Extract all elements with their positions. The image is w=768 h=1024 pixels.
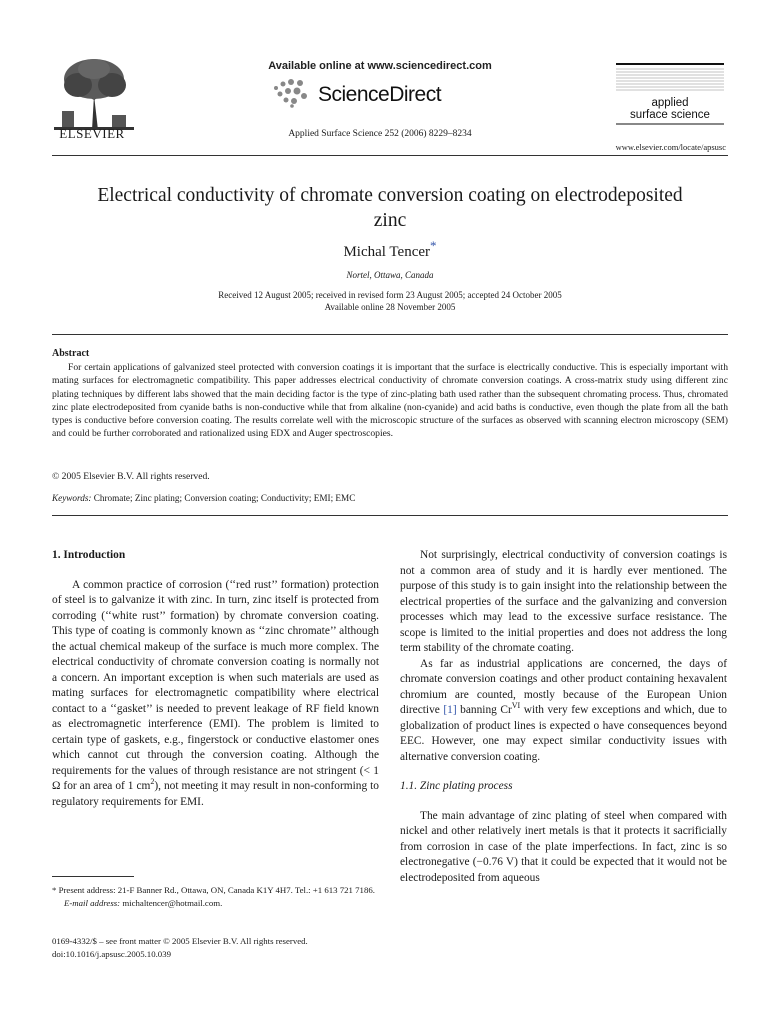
section-heading-introduction: 1. Introduction	[52, 549, 126, 561]
article-title: Electrical conductivity of chromate conversion coating on electrodeposited zinc	[97, 185, 683, 231]
article-dates	[90, 289, 690, 313]
author-footnote-mark[interactable]: *	[430, 238, 437, 253]
issn-line: 0169-4332/$ – see front matter © 2005 Elsevier B.V. All rights reserved.	[52, 936, 308, 946]
reference-link-1[interactable]: [1]	[443, 704, 457, 716]
journal-url-link[interactable]: www.elsevier.com/locate/apsusc	[615, 142, 726, 152]
author-line	[90, 238, 690, 261]
abstract-top-divider	[52, 334, 728, 335]
keywords-line	[52, 493, 355, 503]
footnote-email-label: E-mail address:	[64, 898, 121, 908]
abstract-heading: Abstract	[52, 348, 90, 359]
keywords-list: Chromate; Zinc plating; Conversion coating; Conductivity; EMI; EMC	[93, 493, 356, 503]
front-matter-info	[52, 935, 379, 961]
journal-logo-line2: surface science	[630, 109, 710, 121]
body-left-column	[52, 548, 379, 810]
publisher-name: ELSEVIER	[59, 126, 125, 141]
journal-logo-line1: applied	[651, 97, 689, 109]
keywords-divider	[52, 515, 728, 516]
footnote-present-address: * Present address: 21-F Banner Rd., Ottawa, ON, Canada K1Y 4H7. Tel.: +1 613 721 7186.	[52, 885, 375, 895]
intro-paragraph-2: Not surprisingly, electrical conductivity of conversion coatings is not a common area of study and it is hardly ever mentioned. The purpose of this study is to gain insight into the relationship between the electrical properties of the surface and the galvanizing and conversion processes which may lead to the excessive surface resistance. The scope is limited to the initial properties and does not address the long term stability of the chromate coating.	[400, 549, 727, 654]
keywords-label: Keywords:	[52, 493, 92, 503]
journal-citation: Applied Surface Science 252 (2006) 8229–8234	[288, 129, 472, 139]
footnote-divider	[52, 876, 134, 877]
doi-link[interactable]: doi:10.1016/j.apsusc.2005.10.039	[52, 949, 171, 959]
zinc-plating-paragraph-1: The main advantage of zinc plating of steel when compared with nickel and other relatively inert metals is that it protects it sacrificially from corrosion in case of the plate imperfections. In fact, zinc is so electronegative (−0.76 V) that it could be expected that it would not be electrodeposited from aqueous	[400, 809, 727, 884]
intro-paragraph-1: A common practice of corrosion (‘‘red rust’’ formation) protection of steel is to galvanize it with zinc. In turn, zinc itself is protected from corroding (‘‘white rust’’ formation) by chromate conversion coating. This type of coating is commonly known as ‘‘zinc chromate’’ although the actual chemical makeup of the surface is much more complex. The electrical conductivity of chromate conversion coating is normally not a concern. An important exception is when such materials are used as mating surfaces for electromagnetic compatibility where electrical contact to a ‘‘gasket’’ is needed to prevent leakage of RF field known as electromagnetic interference (EMI). The problem is limited to certain type of gaskets, e.g., fingerstock or conductive elastomer ones which cannot cut through the conversion coating. Although the requirements for the values of through resistance are not stringent (< 1 Ω for an area of 1 $cm^2$), not meeting it may result in non-conforming to regulatory requirements for EMI.	[52, 578, 379, 808]
sciencedirect-wordmark: ScienceDirect	[318, 83, 442, 106]
header-divider	[52, 155, 728, 156]
abstract-copyright: © 2005 Elsevier B.V. All rights reserved.	[52, 471, 210, 482]
footnote-email-link[interactable]: michaltencer@hotmail.com.	[122, 898, 223, 908]
dates-received: Received 12 August 2005; received in revised form 23 August 2005; accepted 24 October 2005	[218, 290, 562, 300]
available-online-line[interactable]: Available online at www.sciencedirect.com	[268, 60, 492, 72]
author-footnote	[52, 884, 379, 910]
subsection-heading-zinc-plating: 1.1. Zinc plating process	[400, 780, 513, 792]
sciencedirect-dots-icon	[272, 78, 316, 108]
journal-logo-text	[614, 97, 726, 121]
dates-online: Available online 28 November 2005	[324, 302, 456, 312]
author-name: Michal Tencer	[343, 244, 431, 260]
elsevier-tree-logo	[54, 55, 134, 130]
intro-paragraph-3: As far as industrial applications are concerned, the days of chromate conversion coatings and other product containing hexavalent chromium are counted, mostly because of the European Union directive [1] banning $Cr^{VI}$ with very few exceptions and which, due to globalization of product lines is expected o have consequences beyond EEC. However, one may expect similar conductivity issues with alternative conversion coating.	[400, 657, 727, 763]
author-affiliation: Nortel, Ottawa, Canada	[346, 270, 434, 280]
body-right-column	[400, 548, 727, 886]
abstract-text: For certain applications of galvanized steel protected with conversion coatings it is important that the surface is electrically conductive. This is especially important with mating surfaces for electromagnetic compatibility. This paper addresses electrical conductivity of chromate conversion coatings. A cross-matrix study using different zinc plating techniques by different labs showed that the main deciding factor is the type of zinc-plating bath used rather than the subsequent chromating process. Thus, chromated zinc plate electrodeposited from cyanide baths is non-conductive while that from alkaline (non-cyanide) and acid baths is conductive, even though the plate from all the bath types is conductive before conversion coating. The results correlate well with the microscopic structure of the surfaces as observed with scanning electron microscopy (SEM) and could be further corroborated and rationalized using EDX and Auger spectroscopies.	[52, 362, 728, 440]
